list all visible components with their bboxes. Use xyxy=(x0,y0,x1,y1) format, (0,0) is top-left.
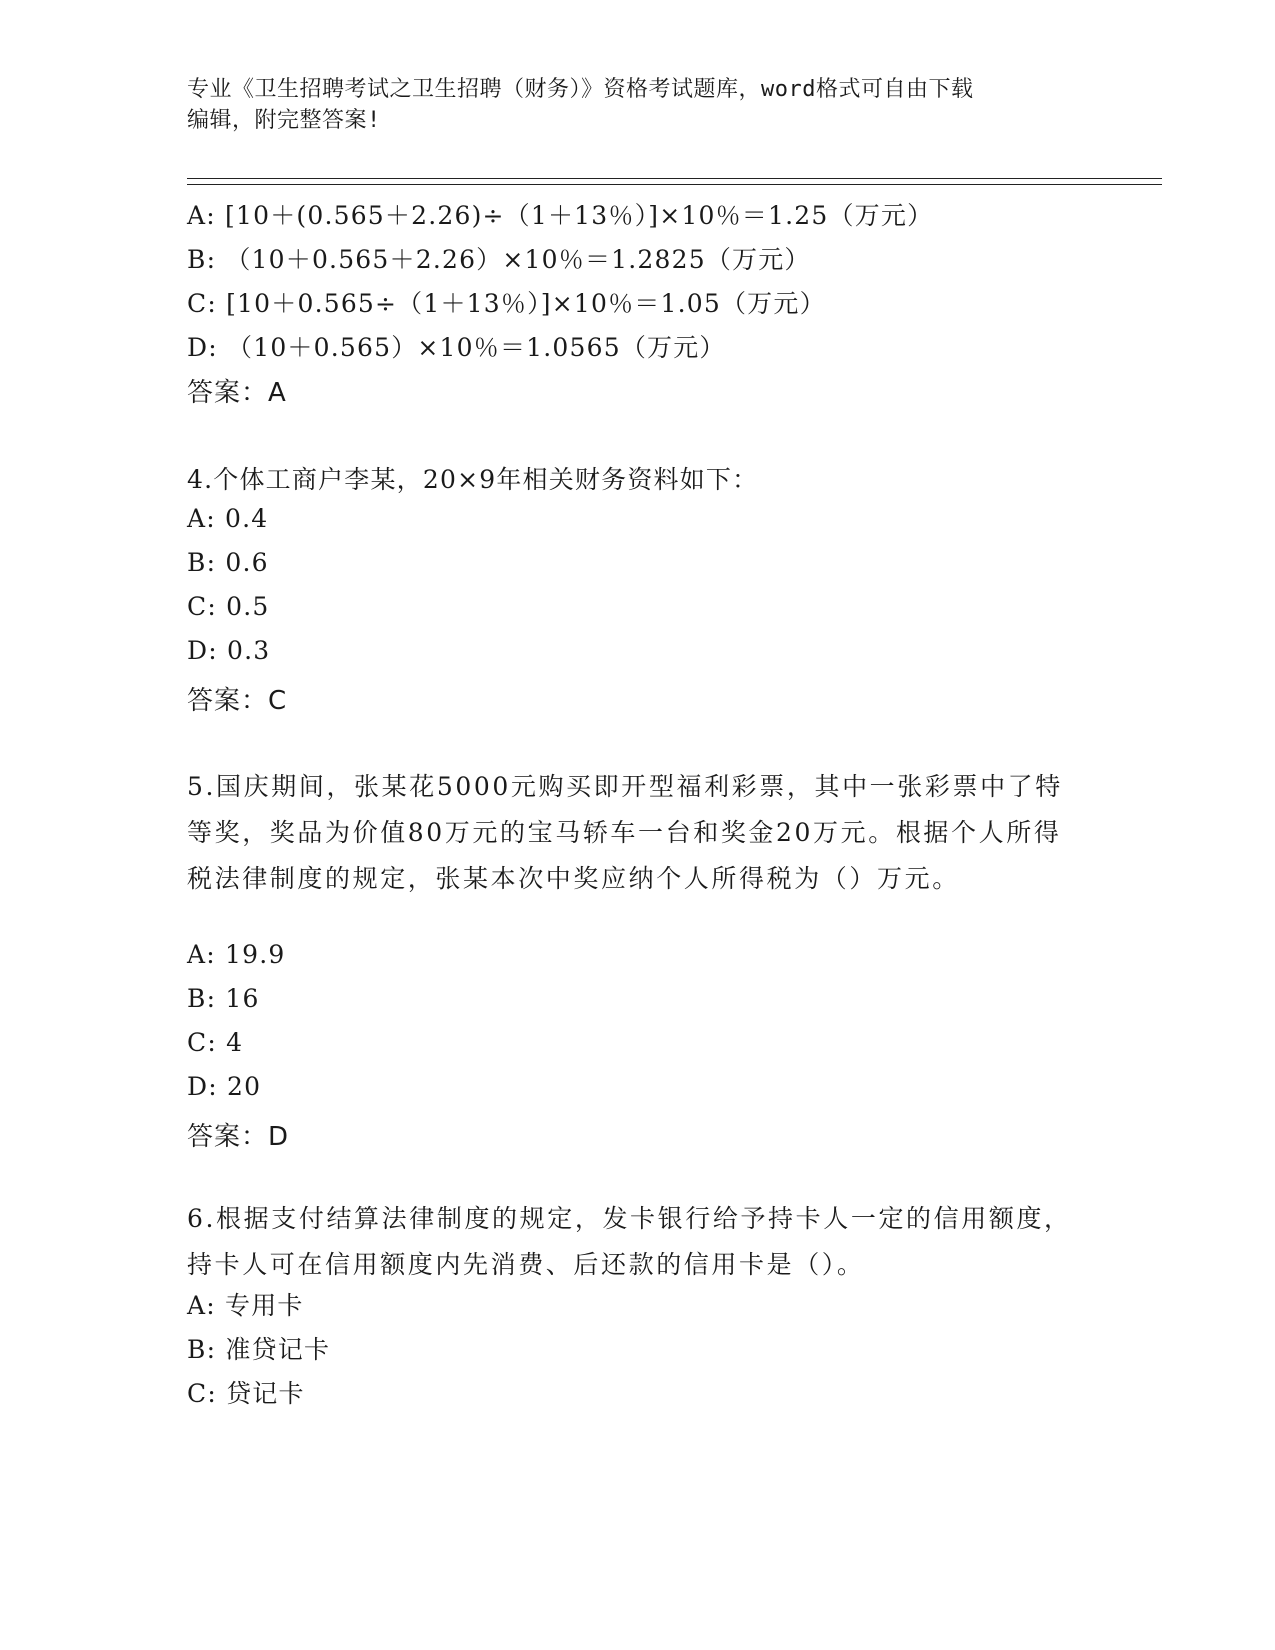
q4-option-a: A: 0.4 xyxy=(187,504,269,533)
q4-question: 4.个体工商户李某，20×9年相关财务资料如下： xyxy=(187,465,759,494)
q3-option-d: D: （10＋0.565）×10％＝1.0565（万元） xyxy=(187,333,726,362)
q6-option-c: C: 贷记卡 xyxy=(187,1379,305,1408)
q5-option-d: D: 20 xyxy=(187,1072,262,1101)
q4-answer: 答案：C xyxy=(187,686,288,716)
header-divider-top xyxy=(187,178,1162,179)
q5-option-c: C: 4 xyxy=(187,1028,244,1057)
q3-option-a: A: [10＋(0.565＋2.26)÷（1＋13％）]×10％＝1.25（万元） xyxy=(187,201,934,230)
header-line-2: 编辑，附完整答案! xyxy=(187,108,381,133)
q6-option-a: A: 专用卡 xyxy=(187,1291,304,1320)
q4-option-d: D: 0.3 xyxy=(187,636,271,665)
q6-question: 6.根据支付结算法律制度的规定，发卡银行给予持卡人一定的信用额度，持卡人可在信用额度内先消费、后还款的信用卡是（）。 xyxy=(187,1204,1072,1279)
header-line-1: 专业《卫生招聘考试之卫生招聘（财务）》资格考试题库，word格式可自由下载 xyxy=(187,77,974,102)
q5-option-a: A: 19.9 xyxy=(187,940,286,969)
q4-option-c: C: 0.5 xyxy=(187,592,270,621)
header-divider-bottom xyxy=(187,184,1162,185)
q5-option-b: B: 16 xyxy=(187,984,260,1013)
document-header xyxy=(187,74,1067,136)
q5-question: 5.国庆期间，张某花5000元购买即开型福利彩票，其中一张彩票中了特等奖，奖品为价值80万元的宝马轿车一台和奖金20万元。根据个人所得税法律制度的规定，张某本次中奖应纳个人所得税为（）万元。 xyxy=(187,772,1063,893)
q4-option-b: B: 0.6 xyxy=(187,548,269,577)
q3-option-c: C: [10＋0.565÷（1＋13％）]×10％＝1.05（万元） xyxy=(187,289,826,318)
q5-answer: 答案：D xyxy=(187,1122,290,1152)
q3-option-b: B: （10＋0.565＋2.26）×10％＝1.2825（万元） xyxy=(187,245,811,274)
q6-option-b: B: 准贷记卡 xyxy=(187,1335,331,1364)
q3-answer: 答案：A xyxy=(187,378,287,408)
